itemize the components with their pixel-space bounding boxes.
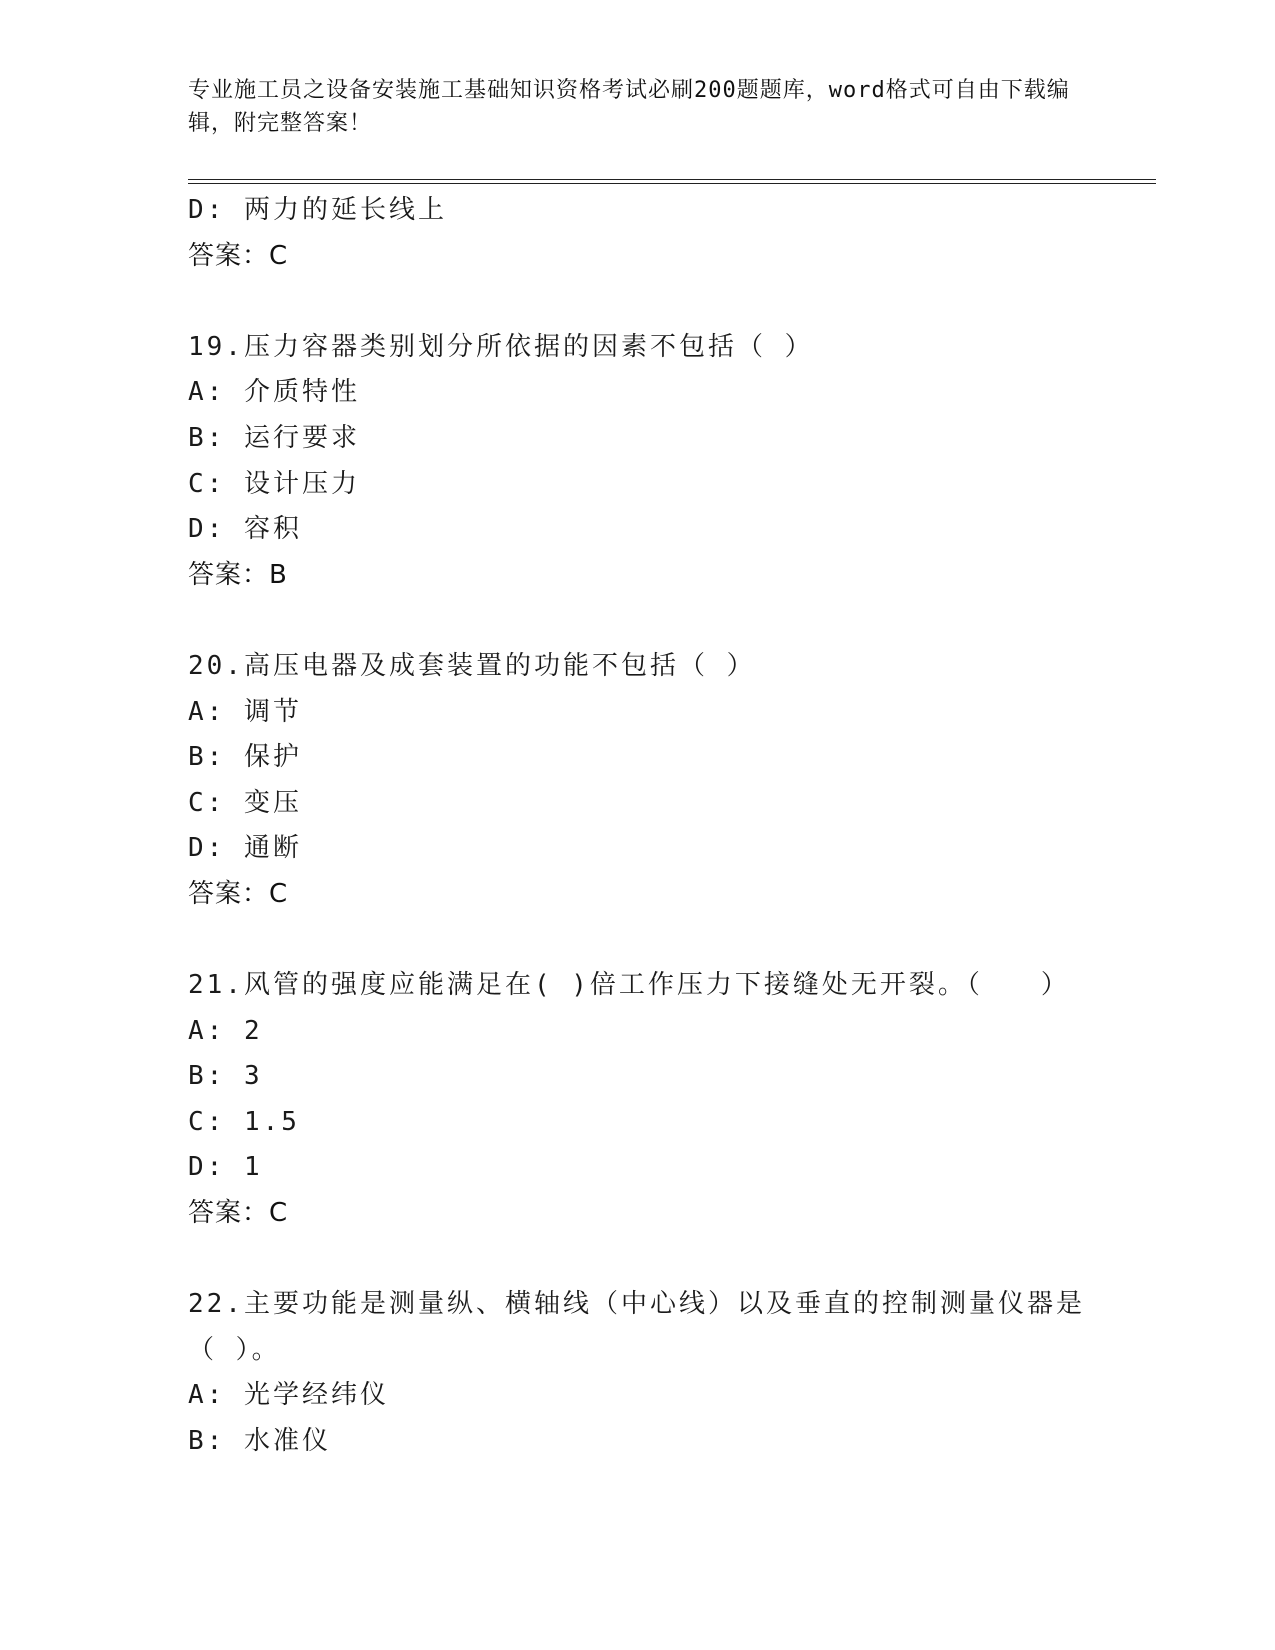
option-a: A: 光学经纬仪 xyxy=(188,1380,389,1411)
option-b: B: 运行要求 xyxy=(188,422,360,453)
option-d: D: 两力的延长线上 xyxy=(188,195,447,225)
option-d: D: 容积 xyxy=(188,514,302,545)
option-a: A: 介质特性 xyxy=(188,377,360,408)
question-list xyxy=(188,188,1156,1465)
option-c: C: 设计压力 xyxy=(188,468,360,499)
option-a: A: 2 xyxy=(188,1015,263,1046)
answer-line: 答案：C xyxy=(188,878,289,909)
spacer xyxy=(188,918,1156,964)
question-stem: 20.高压电器及成套装置的功能不包括（ ） xyxy=(188,650,756,681)
answer-line: 答案：C xyxy=(188,1198,289,1229)
option-b: B: 3 xyxy=(188,1061,263,1092)
spacer xyxy=(188,1237,1156,1283)
spacer xyxy=(188,598,1156,644)
option-d: D: 1 xyxy=(188,1152,263,1183)
option-d: D: 通断 xyxy=(188,833,302,864)
answer-line: 答案：B xyxy=(188,559,288,590)
header-divider-top xyxy=(188,179,1156,180)
option-c: C: 变压 xyxy=(188,787,302,818)
question-stem: 19.压力容器类别划分所依据的因素不包括（ ） xyxy=(188,331,814,362)
page-header: 专业施工员之设备安装施工基础知识资格考试必刷200题题库，word格式可自由下载编辑，附完整答案！ xyxy=(188,78,1070,136)
spacer xyxy=(188,279,1156,325)
option-b: B: 水准仪 xyxy=(188,1426,331,1457)
option-c: C: 1.5 xyxy=(188,1106,300,1137)
question-stem: 22.主要功能是测量纵、横轴线（中心线）以及垂直的控制测量仪器是（ ）。 xyxy=(188,1289,1085,1365)
answer-line: 答案：C xyxy=(188,240,289,271)
option-b: B: 保护 xyxy=(188,742,302,773)
option-a: A: 调节 xyxy=(188,696,302,727)
question-stem: 21.风管的强度应能满足在( )倍工作压力下接缝处无开裂。（ ） xyxy=(188,970,1070,1001)
header-divider-bottom xyxy=(188,183,1156,184)
